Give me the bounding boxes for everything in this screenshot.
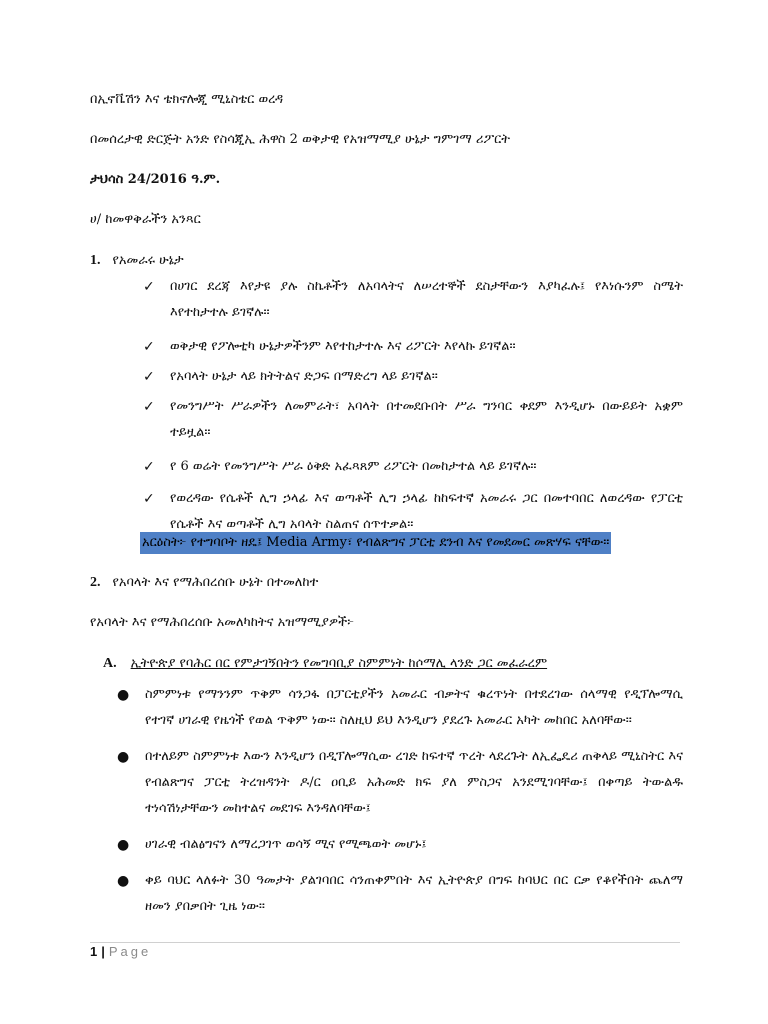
check-mark-icon: ✓ <box>143 339 155 355</box>
list-item: ✓ የአባላት ሁኔታ ላይ ክትትልና ድጋፍ በማድረግ ላይ ይገኛል። <box>143 364 683 390</box>
structure-heading: ሀ/ ከመዋቅራችን አንጻር <box>90 212 201 227</box>
page-label: Page <box>108 944 152 959</box>
ministry-heading: በኢኖቬሽን እና ቴክኖሎጂ ሚኒስቴር ወረዳ <box>90 92 284 107</box>
subsection-a-title: ኢትዮጵያ የባሕር በር የምታገኝበትን የመግባቢያ ስምምነት ከሶማሊ ላንድ ጋር መፈራረም <box>130 656 548 671</box>
page-footer <box>90 944 151 959</box>
section-1-number: 1. <box>90 253 101 268</box>
list-item: ● በተለይም ስምምነቱ እውን እንዲሆን በዲፕሎማሲው ረገድ ከፍተኛ ጥረት ላደረጉት ለኢፌዴሪ ጠቅላይ ሚኒስትር እና የብልጽግና ፓርቲ ትረዝዳንት ዶ/ር ዐቢይ አሕመድ ክፍ ያለ ምስጋና አንደሚገባቸው፤ በቀጣይ ትውልዱ ተነሳሽነታቸውን መከተልና መደገፍ እንዳለባቸው፤ <box>117 744 683 822</box>
section-1-title: የአመራሩ ሁኔታ <box>112 253 184 268</box>
report-title: በመሰረታዊ ድርጅት አንድ የስሳጂኢ ሕዋስ 2 ወቅታዊ የአዝማሚያ ሁኔታ ግምገማ ሪፖርት <box>90 132 511 147</box>
list-item: ● ቀይ ባህር ላለፉት 30 ዓመታት ያልገባበር ሳንጠቀምበት እና ኢትዮጵያ በግፍ ከባህር በር ርቃ የቆየችበት ጨለማ ዘመን ያበቃበት ጊዜ ነው። <box>117 868 683 920</box>
footer-separator: | <box>101 944 105 959</box>
check-mark-icon: ✓ <box>143 399 155 415</box>
bullet-dot-icon: ● <box>117 687 130 703</box>
check-mark-icon: ✓ <box>143 369 155 385</box>
list-item: ● ሀገራዊ ብልፅግናን ለማረጋገጥ ወሳኝ ሚና የሚጫወት መሆኑ፤ <box>117 832 683 858</box>
subsection-a-heading <box>103 656 547 672</box>
highlighted-note: አርዕስት፦ የተግባቦት ዘዴ፤ Media Army፣ የብልጽግና ፓርቲ ደንብ እና የመደመር መጽሃፍ ናቸው። <box>140 532 611 554</box>
subsection-a-letter: A. <box>103 656 117 671</box>
list-item: ✓ የ 6 ወሬት የመንግሥት ሥራ ዕቅድ አፈጻጸም ሪፖርት በመከታተል ላይ ይገኛሉ። <box>143 454 683 480</box>
list-item: ✓ ወቅታዊ የፖሎቲካ ሁኔታዎችንም እየተከታተሉ እና ሪፖርት እየላኩ ይገኛል። <box>143 334 683 360</box>
check-mark-icon: ✓ <box>143 491 155 507</box>
section-2-heading <box>90 575 318 591</box>
check-mark-icon: ✓ <box>143 459 155 475</box>
subsection-a-bullets <box>117 682 683 930</box>
list-item: ● ስምምነቱ የማንንም ጥቅም ሳንጋፋ በፓርቲያችን አመራር ብቃትና ቁረጥነት በተደረገው ሰላማዊ የዲፕሎማሲ የተገኛ ሀገራዊ የዜጎች የወል ጥቅም ነው። ስለዚህ ይህ እንዲሆን ያደረጉ አመራር አካት መከበር አለባቸው። <box>117 682 683 734</box>
check-mark-icon: ✓ <box>143 279 155 295</box>
bullet-dot-icon: ● <box>117 837 130 853</box>
bullet-dot-icon: ● <box>117 749 130 765</box>
page-number: 1 <box>90 944 98 959</box>
section-2-number: 2. <box>90 575 101 590</box>
list-item: ✓ የመንግሥት ሥራዎችን ለመምራት፣ አባላት በተመደቡበት ሥራ ግንባር ቀደም እንዲሆኑ በውይይት አቋም ተይዟል። <box>143 394 683 446</box>
section-2-title: የአባላት እና የማሕበረሰቡ ሁኔት በተመለከተ <box>112 575 319 590</box>
list-item: ✓ በሀገር ደረጃ እየታዩ ያሉ ስኬቶችን ለአባላትና ለሠረተኞች ደስታቸውን እያካፈሉ፤ የእነሱንም ስሜት እየተከታተሉ ይገኛሉ። <box>143 274 683 326</box>
footer-divider <box>90 942 680 943</box>
section-1-checklist <box>143 274 683 538</box>
report-date: ታህሳስ 24/2016 ዓ.ም. <box>90 172 221 187</box>
section-1-heading <box>90 253 184 269</box>
section-2-intro: የአባላት እና የማሕበረሰቡ አመለካከትና አዝማሚያዎች፦ <box>90 615 355 630</box>
list-item: ✓ የወረዳው የሴቶች ሊግ ኃላፊ እና ወጣቶች ሊግ ኃላፊ ከከፍተኛ አመራሩ ጋር በመተባበር ለወረዳው የፓርቲ የሴቶች እና ወጣቶች ሊግ አባላት ስልጠና ሰጥተቃል። <box>143 486 683 538</box>
bullet-dot-icon: ● <box>117 873 130 889</box>
